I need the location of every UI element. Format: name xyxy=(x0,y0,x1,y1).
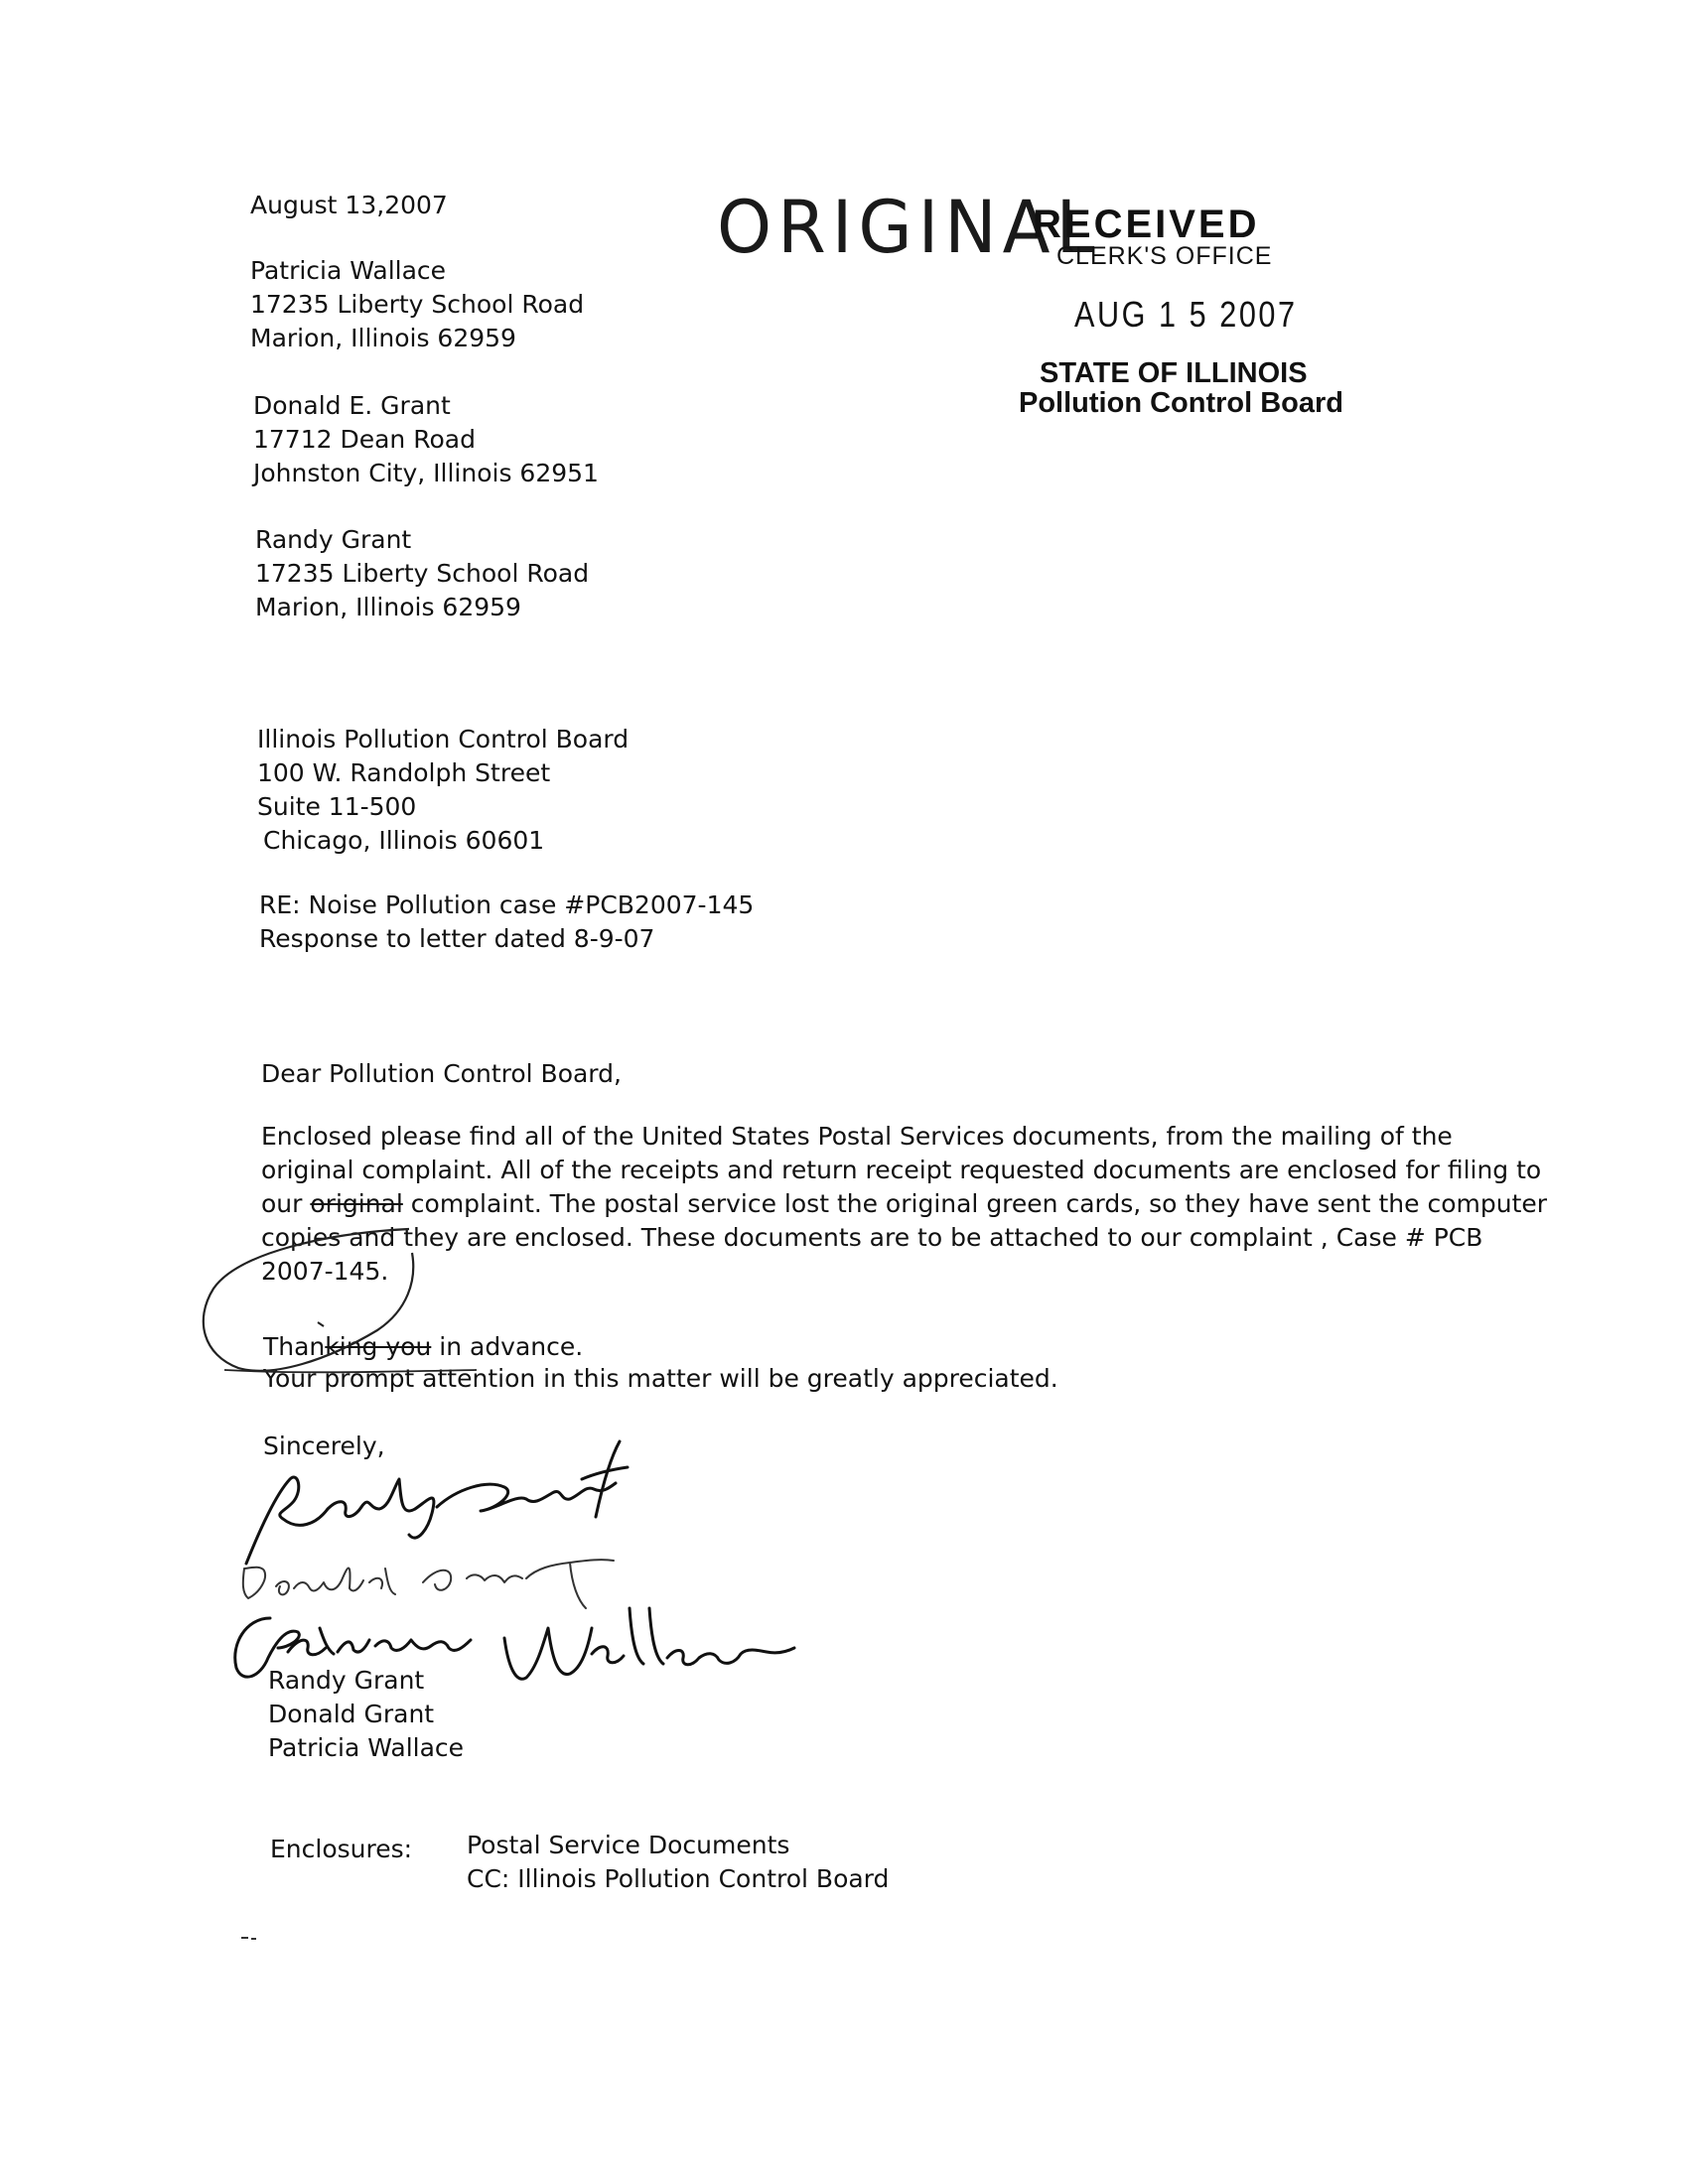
enclosure-item: CC: Illinois Pollution Control Board xyxy=(467,1864,890,1893)
stray-mark xyxy=(241,1938,256,1939)
sender-street: 17235 Liberty School Road xyxy=(255,559,590,588)
recipient-city: Chicago, Illinois 60601 xyxy=(263,826,545,855)
body-line-part: complaint. The postal service lost the original green cards, so they have sent the computer xyxy=(402,1189,1548,1218)
sender-city: Marion, Illinois 62959 xyxy=(250,324,516,352)
sender-street: 17712 Dean Road xyxy=(253,425,476,454)
thanks-part: in advance. xyxy=(431,1332,584,1361)
sender-name: Donald E. Grant xyxy=(253,391,451,420)
sender-city: Marion, Illinois 62959 xyxy=(255,593,521,621)
struck-text: king you xyxy=(325,1332,432,1361)
subject-line: RE: Noise Pollution case #PCB2007-145 xyxy=(259,890,755,919)
received-date-stamp: AUG 1 5 2007 xyxy=(1074,294,1298,335)
salutation: Dear Pollution Control Board, xyxy=(261,1059,622,1088)
body-line: original complaint. All of the receipts and return receipt requested documents are enclosed for filing to xyxy=(261,1156,1542,1184)
sender-street: 17235 Liberty School Road xyxy=(250,290,585,319)
hand-drawn-circle-mark xyxy=(204,1229,413,1371)
state-stamp: STATE OF ILLINOIS xyxy=(1040,357,1308,389)
sender-name: Randy Grant xyxy=(255,525,412,554)
letter-date: August 13,2007 xyxy=(250,191,448,219)
signer-name: Donald Grant xyxy=(268,1700,435,1728)
signature-patricia-wallace xyxy=(235,1608,794,1679)
original-stamp: ORIGINAL xyxy=(717,184,1101,271)
signature-donald-grant xyxy=(243,1560,614,1608)
enclosure-item: Postal Service Documents xyxy=(467,1831,790,1859)
recipient-name: Illinois Pollution Control Board xyxy=(257,725,630,753)
body-line: Enclosed please find all of the United States Postal Services documents, from the mailing of the xyxy=(261,1122,1453,1151)
signer-name: Patricia Wallace xyxy=(268,1733,465,1762)
enclosures-label: Enclosures: xyxy=(270,1835,413,1863)
received-stamp: RECEIVED xyxy=(1033,203,1260,246)
body-line: 2007-145. xyxy=(261,1257,389,1286)
thanks-part: Than xyxy=(263,1332,326,1361)
recipient-suite: Suite 11-500 xyxy=(257,792,417,821)
struck-text: original xyxy=(310,1189,403,1218)
prompt-attention-line: Your prompt attention in this matter will be greatly appreciated. xyxy=(263,1364,1058,1393)
sender-name: Patricia Wallace xyxy=(250,256,447,285)
clerks-office-stamp: CLERK'S OFFICE xyxy=(1056,242,1273,270)
signature-randy-grant xyxy=(246,1441,628,1564)
sender-city: Johnston City, Illinois 62951 xyxy=(253,459,599,487)
body-line: copies and they are enclosed. These documents are to be attached to our complaint , Case # PCB xyxy=(261,1223,1483,1252)
board-stamp: Pollution Control Board xyxy=(1019,387,1344,419)
recipient-street: 100 W. Randolph Street xyxy=(257,758,551,787)
body-line-part: our xyxy=(261,1189,311,1218)
subject-response-line: Response to letter dated 8-9-07 xyxy=(259,924,655,953)
signer-name: Randy Grant xyxy=(268,1666,425,1695)
closing: Sincerely, xyxy=(263,1432,385,1460)
